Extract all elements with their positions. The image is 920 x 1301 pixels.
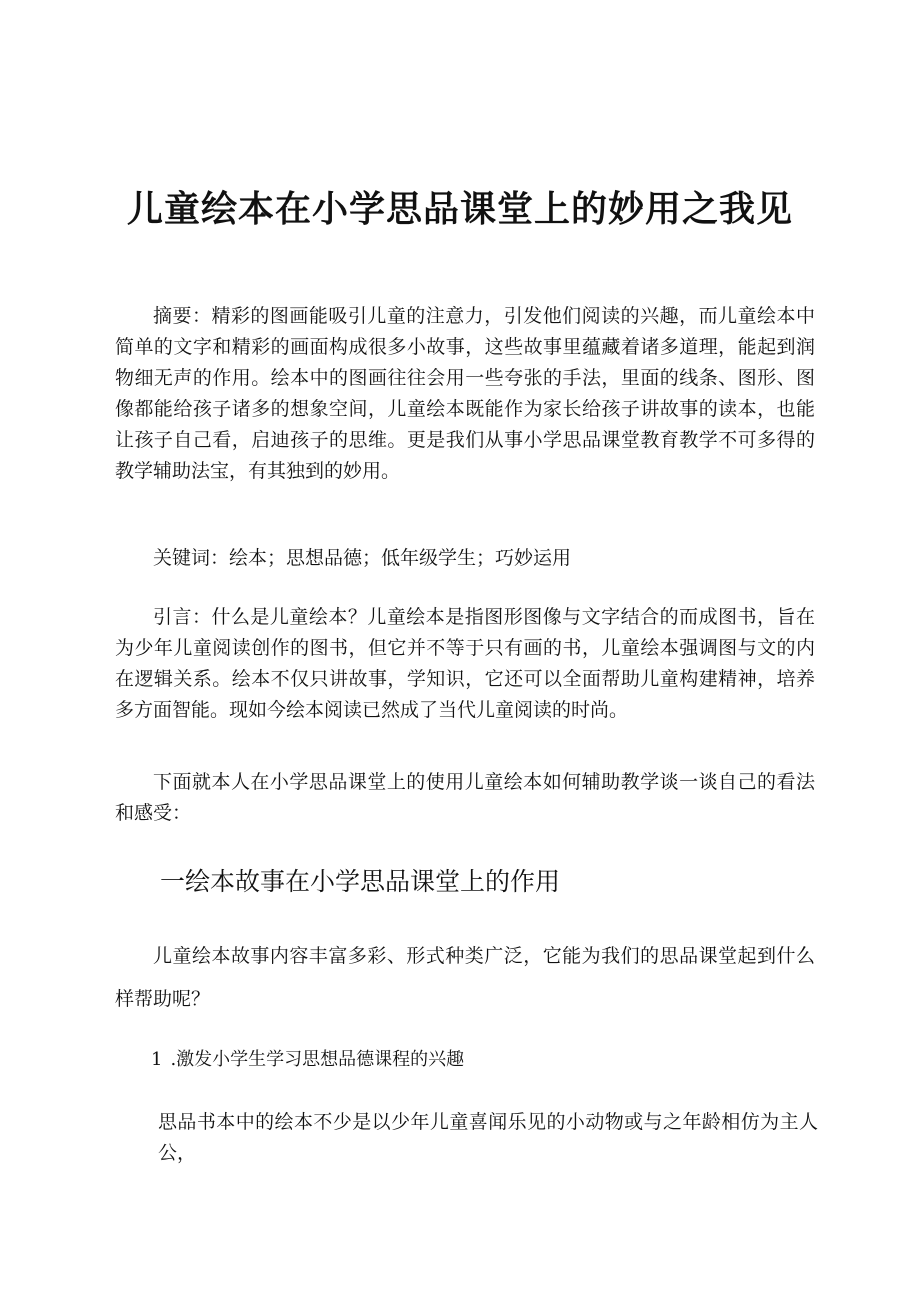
lead-in-paragraph: 下面就本人在小学思品课堂上的使用儿童绘本如何辅助教学谈一谈自己的看法和感受： — [115, 771, 815, 824]
subsection-title: .激发小学生学习思想品德课程的兴趣 — [170, 1049, 465, 1070]
document-title: 儿童绘本在小学思品课堂上的妙用之我见 — [126, 188, 793, 231]
body-paragraph: 思品书本中的绘本不少是以少年儿童喜闻乐见的小动物或与之年龄相仿为主人公， — [158, 1111, 818, 1164]
keywords-paragraph: 关键词：绘本；思想品德；低年级学生；巧妙运用 — [153, 547, 572, 569]
abstract-paragraph: 摘要：精彩的图画能吸引儿童的注意力，引发他们阅读的兴趣，而儿童绘本中简单的文字和精彩的画面构成很多小故事，这些故事里蕴藏着诸多道理，能起到润物细无声的作用。绘本中的图画往往会用一些夸张的手法，里面的线条、图形、图像都能给孩子诸多的想象空间，儿童绘本既能作为家长给孩子讲故事的读本，也能让孩子自己看，启迪孩子的思维。更是我们从事小学思品课堂教育教学不可多得的教学辅助法宝，有其独到的妙用。 — [115, 305, 815, 482]
subsection-heading — [151, 1046, 464, 1074]
intro-paragraph: 引言：什么是儿童绘本？儿童绘本是指图形图像与文字结合的而成图书，旨在为少年儿童阅读创作的图书，但它并不等于只有画的书，儿童绘本强调图与文的内在逻辑关系。绘本不仅只讲故事，学知识，它还可以全面帮助儿童构建精神，培养多方面智能。现如今绘本阅读已然成了当代儿童阅读的时尚。 — [115, 606, 815, 721]
subsection-number: 1 — [151, 1049, 163, 1070]
section-heading: 一绘本故事在小学思品课堂上的作用 — [160, 867, 561, 896]
section-body-paragraph: 儿童绘本故事内容丰富多彩、形式种类广泛，它能为我们的思品课堂起到什么样帮助呢？ — [115, 945, 815, 1010]
